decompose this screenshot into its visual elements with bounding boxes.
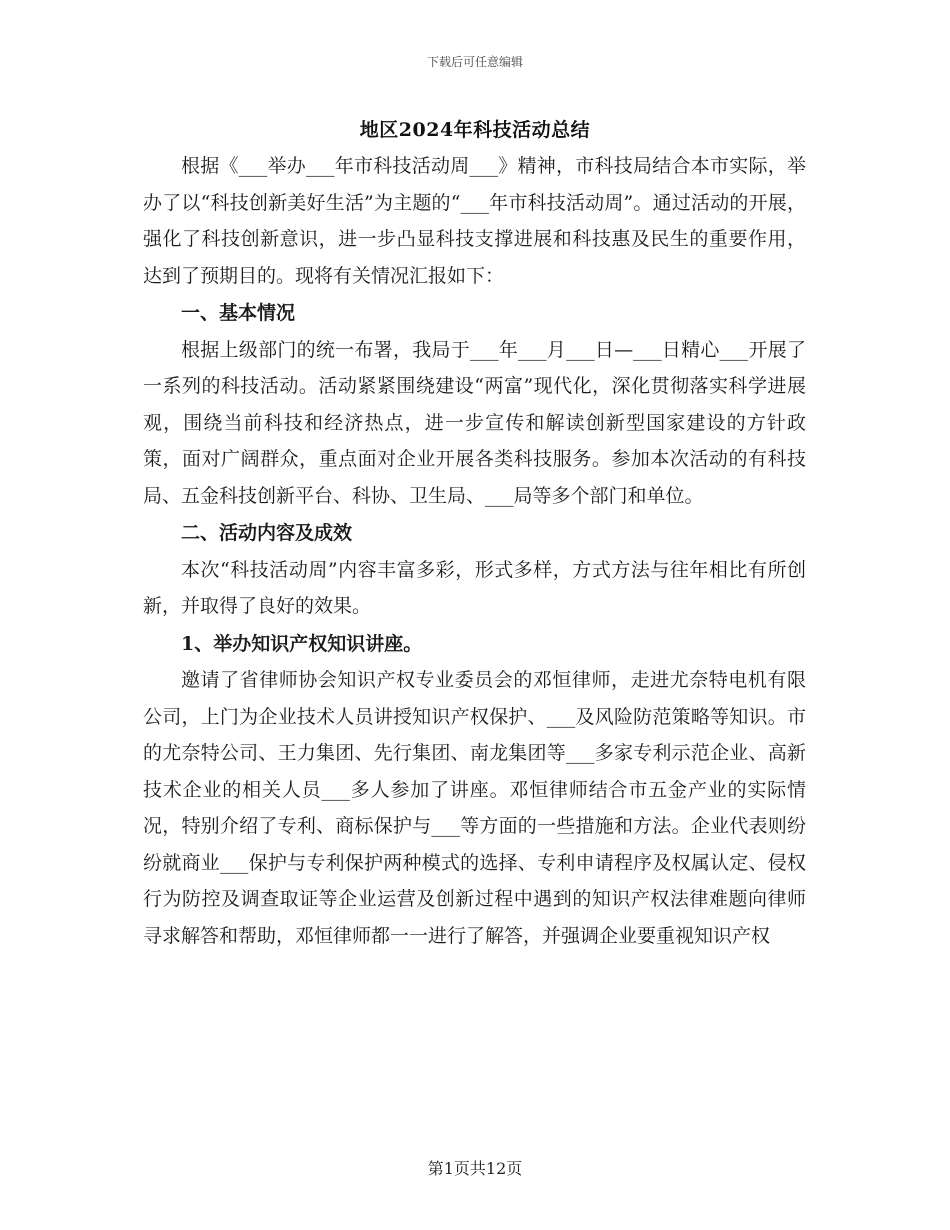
page-header-note: 下载后可任意编辑: [426, 55, 523, 69]
section-heading-basic-situation: 一、基本情况: [181, 302, 296, 324]
document-title: 地区2024年科技活动总结: [359, 119, 591, 141]
basic-situation-paragraph: 根据上级部门的统一布署，我局于___年___月___日—___日精心___开展了一系列的科技活动。活动紧紧围绕建设“两富”现代化，深化贯彻落实科学进展观，围绕当前科技和经济热点，进一步宣传和解读创新型国家建设的方针政策，面对广阔群众，重点面对企业开展各类科技服务。参加本次活动的有科技局、五金科技创新平台、科协、卫生局、___局等多个部门和单位。: [143, 338, 806, 507]
ip-lecture-paragraph: 邀请了省律师协会知识产权专业委员会的邓恒律师，走进尤奈特电机有限公司，上门为企业技术人员讲授知识产权保护、___及风险防范策略等知识。市的尤奈特公司、王力集团、先行集团、南龙集团等___多家专利示范企业、高新技术企业的相关人员___多人参加了讲座。邓恒律师结合市五金产业的实际情况，特别介绍了专利、商标保护与___等方面的一些措施和方法。企业代表则纷纷就商业___保护与专利保护两种模式的选择、专利申请程序及权属认定、侵权行为防控及调查取证等企业运营及创新过程中遇到的知识产权法律难题向律师寻求解答和帮助，邓恒律师都一一进行了解答，并强调企业要重视知识产权: [143, 669, 806, 947]
subsection-heading-ip-lecture: 1、举办知识产权知识讲座。: [181, 632, 423, 655]
document-body: [143, 148, 806, 954]
intro-paragraph: 根据《___举办___年市科技活动周___》精神，市科技局结合本市实际，举办了以“科技创新美好生活”为主题的“___年市科技活动周”。通过活动的开展，强化了科技创新意识，进一步凸显科技支撑进展和科技惠及民生的重要作用，达到了预期目的。现将有关情况汇报如下：: [143, 155, 806, 287]
page-number: 第1页共12页: [427, 1159, 523, 1178]
activities-intro-paragraph: 本次“科技活动周”内容丰富多彩，形式多样，方式方法与往年相比有所创新，并取得了良好的效果。: [143, 558, 806, 617]
section-heading-activities: 二、活动内容及成效: [181, 522, 353, 544]
